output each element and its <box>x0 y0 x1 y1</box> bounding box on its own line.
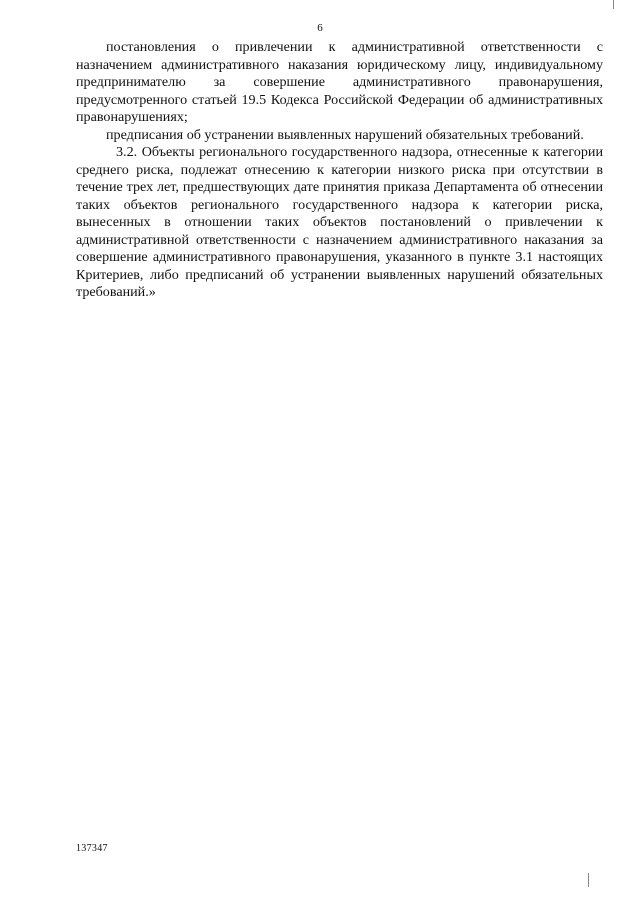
page-number: 6 <box>317 22 323 34</box>
paragraph-decree-continuation: постановления о привлечении к административной ответственности с назначением административного наказания юридическому лицу, индивидуальному предпринимателю за совершение административного правонарушения, предусмотренного статьей 19.5 Кодекса Российской Федерации об административных правонарушениях; <box>76 39 603 125</box>
scan-mark-top <box>613 0 614 9</box>
body-text <box>76 39 603 302</box>
paragraph-prescription: предписания об устранении выявленных нарушений обязательных требований. <box>106 126 584 143</box>
paragraph-section-3-2: 3.2. Объекты регионального государственного надзора, отнесенные к категории среднего риска, подлежат отнесению к категории низкого риска при отсутствии в течение трех лет, предшествующих дате принятия приказа Департамента об отнесении таких объектов регионального государственного надзора к категории риска, вынесенных в отношении таких объектов постановлений о привлечении к административной ответственности с назначением административного наказания за совершение административного правонарушения, указанного в пункте 3.1 настоящих Критериев, либо предписаний об устранении выявленных нарушений обязательных требований.» <box>76 144 603 300</box>
document-code: 137347 <box>76 843 108 854</box>
scan-mark-bottom <box>588 873 589 887</box>
